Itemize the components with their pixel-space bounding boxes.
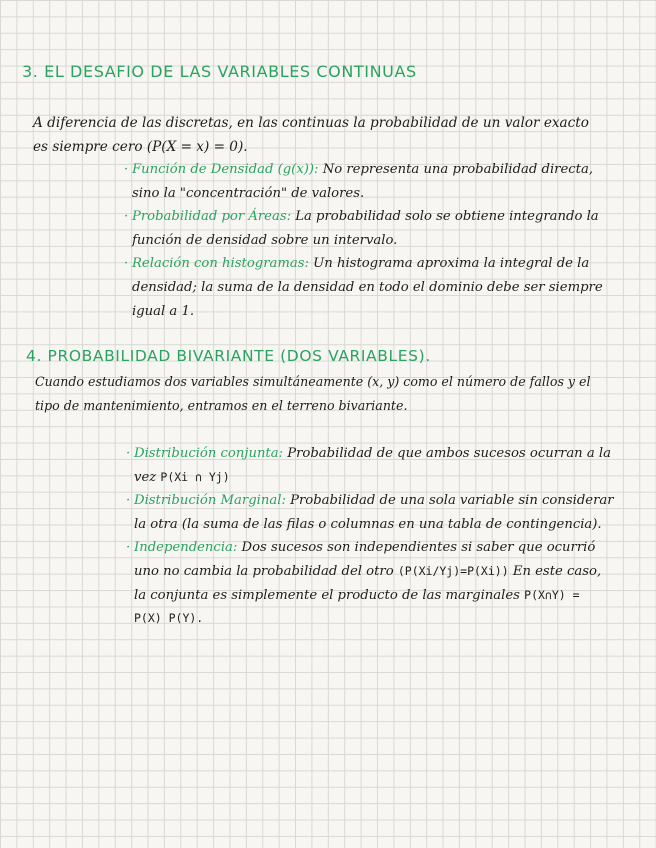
- bullet-histogram-relation: [124, 252, 624, 323]
- bullet-text: La probabilidad solo se obtiene integrando la función de densidad sobre un intervalo.: [132, 209, 599, 248]
- section-3-bullet-list: [124, 158, 624, 323]
- joint-formula: P(Xi ∩ Yj): [160, 469, 230, 484]
- bullet-text: Dos sucesos son independientes si saber que ocurrió uno no cambia la probabilidad del otro: [134, 540, 596, 579]
- section-3-intro: A diferencia de las discretas, en las continuas la probabilidad de un valor exacto es siempre cero (P(X = x) = 0).: [33, 115, 589, 155]
- product-formula: P(X∩Y) = P(X) P(Y).: [134, 587, 580, 626]
- bullet-probability-areas: [124, 205, 624, 252]
- section-4-bullet-list: [126, 442, 614, 631]
- bullet-text: Probabilidad de que ambos sucesos ocurran a la vez: [134, 446, 611, 485]
- bullet-independence: [126, 536, 614, 630]
- bullet-term: Probabilidad por Áreas:: [132, 209, 292, 225]
- bullet-text: No representa una probabilidad directa, sino la "concentración" de valores.: [132, 162, 594, 201]
- section-3-heading: 3. EL DESAFIO DE LAS VARIABLES CONTINUAS: [22, 62, 417, 81]
- conditional-formula: (P(Xi/Yj)=P(Xi)): [397, 563, 509, 578]
- bullet-density-function: [124, 158, 624, 205]
- bullet-dot-icon: ·: [124, 209, 129, 225]
- bullet-term: Independencia:: [134, 540, 238, 556]
- section-4-heading: 4. PROBABILIDAD BIVARIANTE (DOS VARIABLES).: [26, 347, 431, 365]
- bullet-dot-icon: ·: [126, 446, 131, 461]
- bullet-text: Un histograma aproxima la integral de la densidad; la suma de la densidad en todo el dominio debe ser siempre igual a 1.: [132, 256, 603, 319]
- bullet-joint-distribution: [126, 442, 614, 489]
- bullet-term: Función de Densidad (g(x)):: [132, 162, 319, 177]
- bullet-term: Distribución Marginal:: [134, 493, 286, 509]
- bullet-marginal-distribution: [126, 489, 614, 536]
- bullet-dot-icon: ·: [124, 256, 129, 272]
- bullet-dot-icon: ·: [124, 162, 129, 177]
- bullet-term: Relación con histogramas:: [132, 256, 309, 272]
- bullet-dot-icon: ·: [126, 540, 131, 556]
- section-4-intro: Cuando estudiamos dos variables simultáneamente (x, y) como el número de fallos y el tipo de mantenimiento, entramos en el terreno bivariante.: [35, 374, 591, 413]
- bullet-text: Probabilidad de una sola variable sin considerar la otra (la suma de las filas o columnas en una tabla de contingencia).: [134, 493, 614, 532]
- bullet-dot-icon: ·: [126, 493, 131, 509]
- bullet-text-continued: En este caso, la conjunta es simplemente el producto de las marginales: [134, 563, 602, 603]
- bullet-term: Distribución conjunta:: [134, 446, 284, 461]
